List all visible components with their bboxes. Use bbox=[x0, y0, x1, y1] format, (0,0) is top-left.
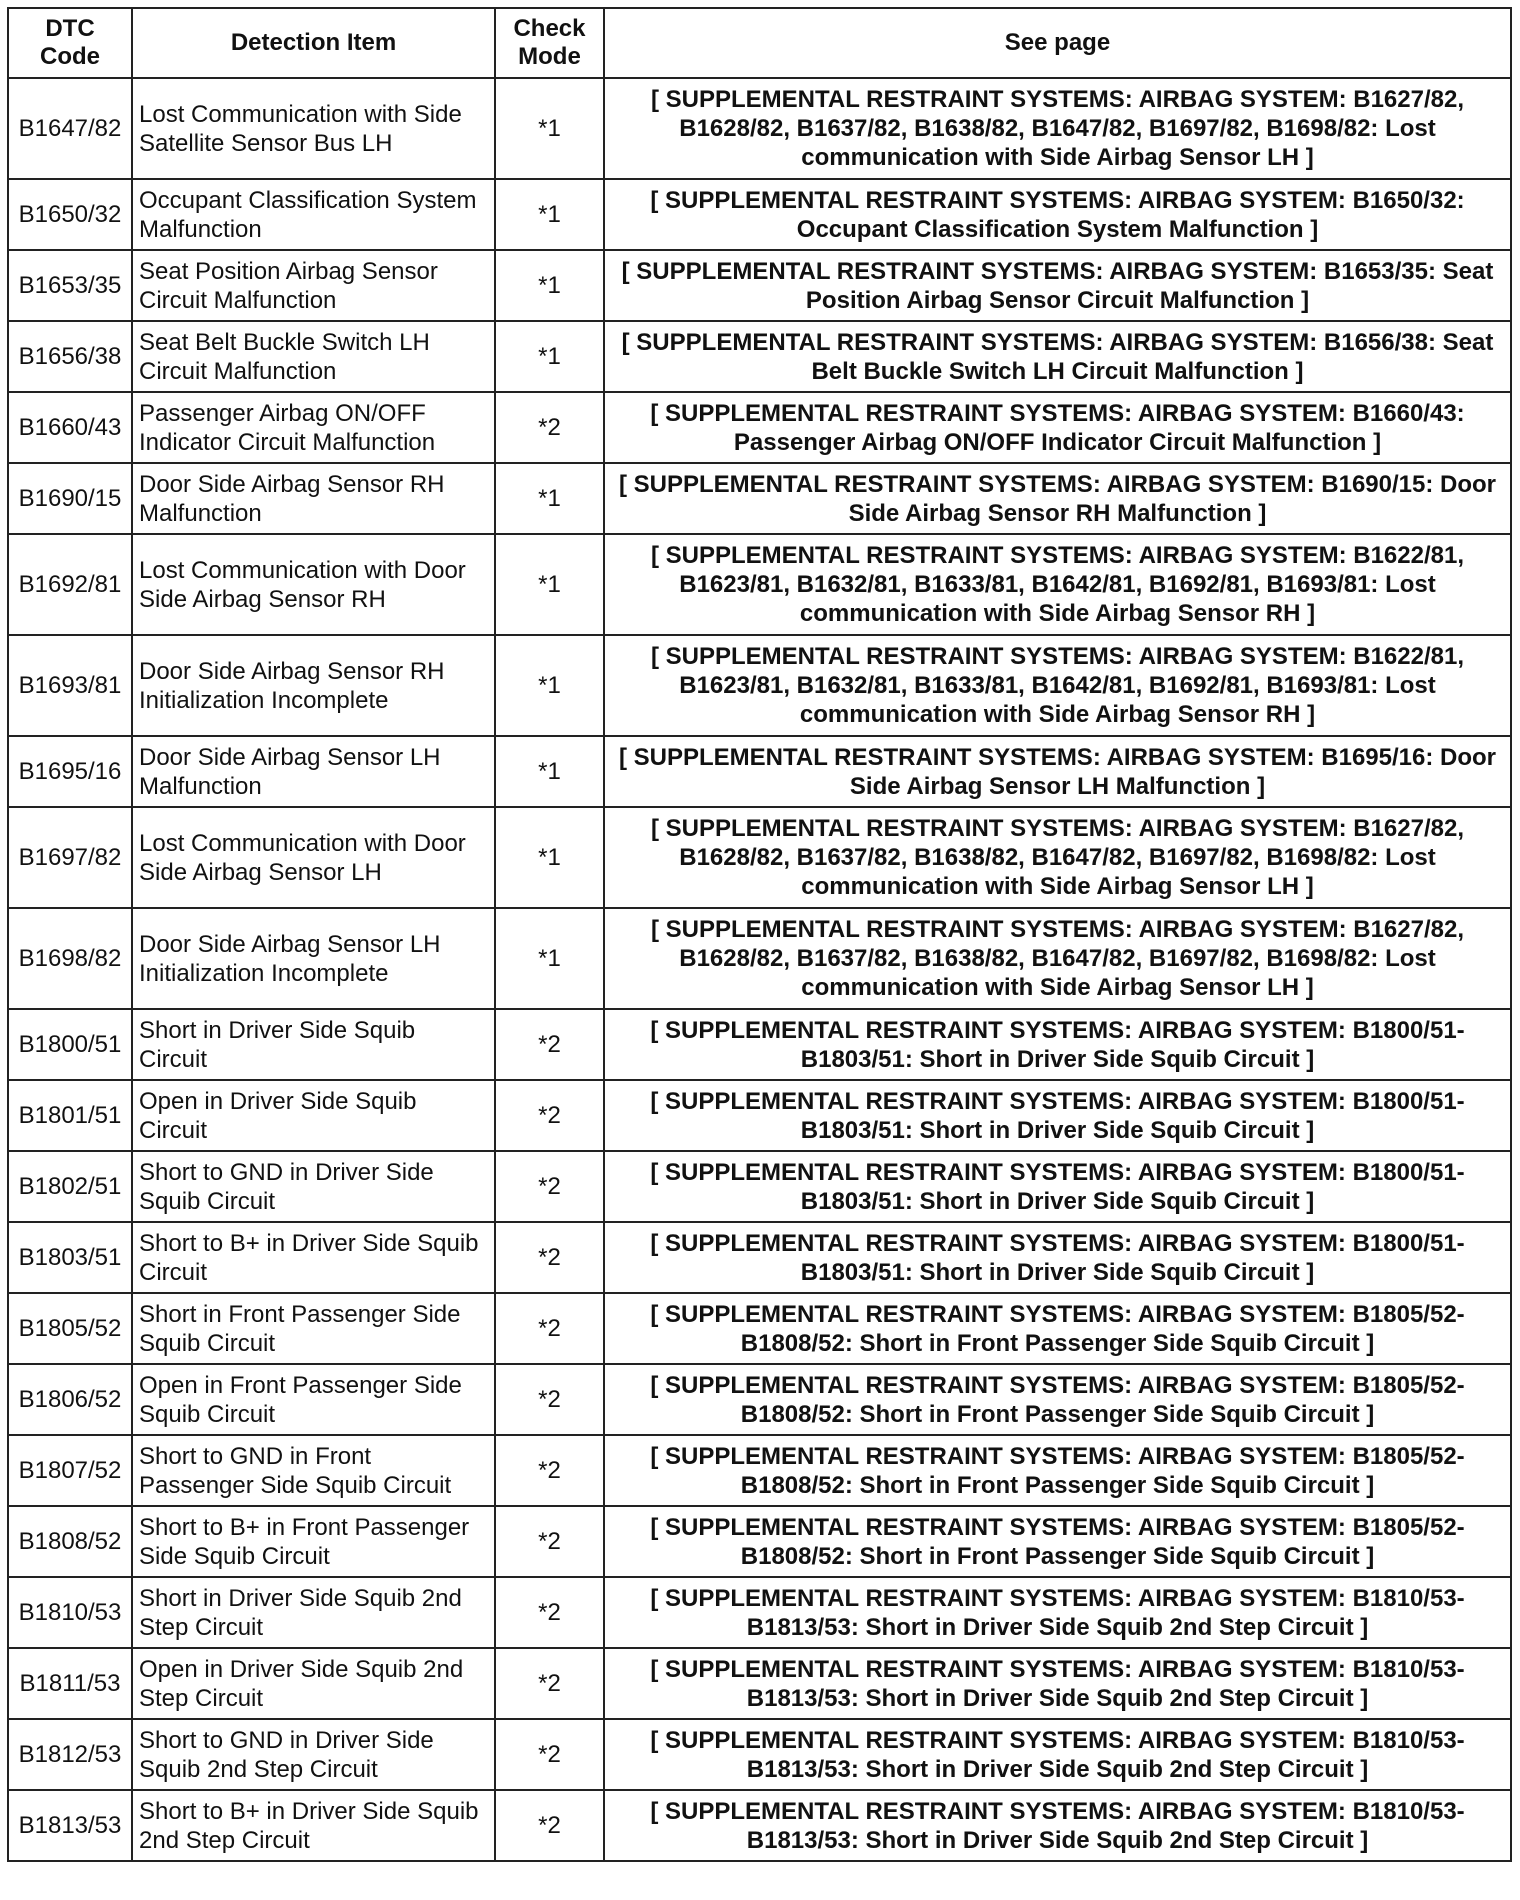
dtc-code-cell: B1813/53 bbox=[8, 1790, 132, 1861]
table-row bbox=[8, 78, 1511, 179]
dtc-table bbox=[7, 7, 1512, 1862]
detection-item-cell: Short in Driver Side Squib 2nd Step Circuit bbox=[132, 1577, 495, 1648]
see-page-link[interactable]: [ SUPPLEMENTAL RESTRAINT SYSTEMS: AIRBAG SYSTEM: B1622/81, B1623/81, B1632/81, B1633/81, B1642/81, B1692/81, B1693/81: Lost communication with Side Airbag Sensor RH ] bbox=[604, 635, 1511, 736]
check-mode-cell: *2 bbox=[495, 1222, 604, 1293]
see-page-link[interactable]: [ SUPPLEMENTAL RESTRAINT SYSTEMS: AIRBAG SYSTEM: B1800/51-B1803/51: Short in Driver Side Squib Circuit ] bbox=[604, 1222, 1511, 1293]
table-row bbox=[8, 392, 1511, 463]
check-mode-cell: *2 bbox=[495, 392, 604, 463]
check-mode-cell: *1 bbox=[495, 908, 604, 1009]
see-page-link[interactable]: [ SUPPLEMENTAL RESTRAINT SYSTEMS: AIRBAG SYSTEM: B1627/82, B1628/82, B1637/82, B1638/82, B1647/82, B1697/82, B1698/82: Lost communication with Side Airbag Sensor LH ] bbox=[604, 908, 1511, 1009]
check-mode-cell: *2 bbox=[495, 1151, 604, 1222]
see-page-link[interactable]: [ SUPPLEMENTAL RESTRAINT SYSTEMS: AIRBAG SYSTEM: B1810/53-B1813/53: Short in Driver Side Squib 2nd Step Circuit ] bbox=[604, 1719, 1511, 1790]
table-row bbox=[8, 321, 1511, 392]
header-check-mode: Check Mode bbox=[495, 8, 604, 78]
check-mode-cell: *1 bbox=[495, 463, 604, 534]
detection-item-cell: Short to B+ in Driver Side Squib Circuit bbox=[132, 1222, 495, 1293]
table-row bbox=[8, 1435, 1511, 1506]
dtc-code-cell: B1808/52 bbox=[8, 1506, 132, 1577]
dtc-code-cell: B1690/15 bbox=[8, 463, 132, 534]
dtc-code-cell: B1653/35 bbox=[8, 250, 132, 321]
detection-item-cell: Short to B+ in Driver Side Squib 2nd Step Circuit bbox=[132, 1790, 495, 1861]
check-mode-cell: *1 bbox=[495, 534, 604, 635]
detection-item-cell: Open in Front Passenger Side Squib Circuit bbox=[132, 1364, 495, 1435]
detection-item-cell: Door Side Airbag Sensor RH Initialization Incomplete bbox=[132, 635, 495, 736]
detection-item-cell: Short to GND in Driver Side Squib Circuit bbox=[132, 1151, 495, 1222]
detection-item-cell: Short to GND in Driver Side Squib 2nd Step Circuit bbox=[132, 1719, 495, 1790]
table-row bbox=[8, 1506, 1511, 1577]
header-row bbox=[8, 8, 1511, 78]
dtc-code-cell: B1801/51 bbox=[8, 1080, 132, 1151]
table-row bbox=[8, 1009, 1511, 1080]
see-page-link[interactable]: [ SUPPLEMENTAL RESTRAINT SYSTEMS: AIRBAG SYSTEM: B1810/53-B1813/53: Short in Driver Side Squib 2nd Step Circuit ] bbox=[604, 1648, 1511, 1719]
dtc-code-cell: B1802/51 bbox=[8, 1151, 132, 1222]
dtc-code-cell: B1660/43 bbox=[8, 392, 132, 463]
see-page-link[interactable]: [ SUPPLEMENTAL RESTRAINT SYSTEMS: AIRBAG SYSTEM: B1800/51-B1803/51: Short in Driver Side Squib Circuit ] bbox=[604, 1009, 1511, 1080]
check-mode-cell: *2 bbox=[495, 1790, 604, 1861]
table-row bbox=[8, 179, 1511, 250]
detection-item-cell: Door Side Airbag Sensor RH Malfunction bbox=[132, 463, 495, 534]
check-mode-cell: *2 bbox=[495, 1648, 604, 1719]
dtc-code-cell: B1692/81 bbox=[8, 534, 132, 635]
table-row bbox=[8, 463, 1511, 534]
see-page-link[interactable]: [ SUPPLEMENTAL RESTRAINT SYSTEMS: AIRBAG SYSTEM: B1627/82, B1628/82, B1637/82, B1638/82, B1647/82, B1697/82, B1698/82: Lost communication with Side Airbag Sensor LH ] bbox=[604, 78, 1511, 179]
check-mode-cell: *2 bbox=[495, 1009, 604, 1080]
detection-item-cell: Lost Communication with Door Side Airbag Sensor RH bbox=[132, 534, 495, 635]
detection-item-cell: Lost Communication with Side Satellite Sensor Bus LH bbox=[132, 78, 495, 179]
detection-item-cell: Door Side Airbag Sensor LH Initialization Incomplete bbox=[132, 908, 495, 1009]
see-page-link[interactable]: [ SUPPLEMENTAL RESTRAINT SYSTEMS: AIRBAG SYSTEM: B1660/43: Passenger Airbag ON/OFF Indicator Circuit Malfunction ] bbox=[604, 392, 1511, 463]
check-mode-cell: *2 bbox=[495, 1719, 604, 1790]
detection-item-cell: Passenger Airbag ON/OFF Indicator Circuit Malfunction bbox=[132, 392, 495, 463]
header-detection-item: Detection Item bbox=[132, 8, 495, 78]
dtc-code-cell: B1812/53 bbox=[8, 1719, 132, 1790]
header-see-page: See page bbox=[604, 8, 1511, 78]
table-row bbox=[8, 635, 1511, 736]
check-mode-cell: *1 bbox=[495, 78, 604, 179]
detection-item-cell: Seat Belt Buckle Switch LH Circuit Malfunction bbox=[132, 321, 495, 392]
dtc-code-cell: B1695/16 bbox=[8, 736, 132, 807]
see-page-link[interactable]: [ SUPPLEMENTAL RESTRAINT SYSTEMS: AIRBAG SYSTEM: B1810/53-B1813/53: Short in Driver Side Squib 2nd Step Circuit ] bbox=[604, 1790, 1511, 1861]
check-mode-cell: *1 bbox=[495, 736, 604, 807]
check-mode-cell: *1 bbox=[495, 321, 604, 392]
see-page-link[interactable]: [ SUPPLEMENTAL RESTRAINT SYSTEMS: AIRBAG SYSTEM: B1690/15: Door Side Airbag Sensor RH Malfunction ] bbox=[604, 463, 1511, 534]
dtc-code-cell: B1656/38 bbox=[8, 321, 132, 392]
check-mode-cell: *1 bbox=[495, 250, 604, 321]
detection-item-cell: Short to B+ in Front Passenger Side Squib Circuit bbox=[132, 1506, 495, 1577]
see-page-link[interactable]: [ SUPPLEMENTAL RESTRAINT SYSTEMS: AIRBAG SYSTEM: B1622/81, B1623/81, B1632/81, B1633/81, B1642/81, B1692/81, B1693/81: Lost communication with Side Airbag Sensor RH ] bbox=[604, 534, 1511, 635]
table-row bbox=[8, 1790, 1511, 1861]
detection-item-cell: Door Side Airbag Sensor LH Malfunction bbox=[132, 736, 495, 807]
see-page-link[interactable]: [ SUPPLEMENTAL RESTRAINT SYSTEMS: AIRBAG SYSTEM: B1805/52-B1808/52: Short in Front Passenger Side Squib Circuit ] bbox=[604, 1293, 1511, 1364]
check-mode-cell: *2 bbox=[495, 1577, 604, 1648]
dtc-code-cell: B1807/52 bbox=[8, 1435, 132, 1506]
table-row bbox=[8, 534, 1511, 635]
check-mode-cell: *2 bbox=[495, 1293, 604, 1364]
see-page-link[interactable]: [ SUPPLEMENTAL RESTRAINT SYSTEMS: AIRBAG SYSTEM: B1805/52-B1808/52: Short in Front Passenger Side Squib Circuit ] bbox=[604, 1435, 1511, 1506]
table-row bbox=[8, 1151, 1511, 1222]
dtc-code-cell: B1800/51 bbox=[8, 1009, 132, 1080]
see-page-link[interactable]: [ SUPPLEMENTAL RESTRAINT SYSTEMS: AIRBAG SYSTEM: B1650/32: Occupant Classification System Malfunction ] bbox=[604, 179, 1511, 250]
dtc-code-cell: B1805/52 bbox=[8, 1293, 132, 1364]
dtc-code-cell: B1806/52 bbox=[8, 1364, 132, 1435]
table-row bbox=[8, 1293, 1511, 1364]
dtc-code-cell: B1650/32 bbox=[8, 179, 132, 250]
detection-item-cell: Seat Position Airbag Sensor Circuit Malfunction bbox=[132, 250, 495, 321]
detection-item-cell: Open in Driver Side Squib 2nd Step Circuit bbox=[132, 1648, 495, 1719]
table-row bbox=[8, 250, 1511, 321]
dtc-code-cell: B1803/51 bbox=[8, 1222, 132, 1293]
see-page-link[interactable]: [ SUPPLEMENTAL RESTRAINT SYSTEMS: AIRBAG SYSTEM: B1805/52-B1808/52: Short in Front Passenger Side Squib Circuit ] bbox=[604, 1506, 1511, 1577]
detection-item-cell: Occupant Classification System Malfunction bbox=[132, 179, 495, 250]
table-row bbox=[8, 736, 1511, 807]
see-page-link[interactable]: [ SUPPLEMENTAL RESTRAINT SYSTEMS: AIRBAG SYSTEM: B1627/82, B1628/82, B1637/82, B1638/82, B1647/82, B1697/82, B1698/82: Lost communication with Side Airbag Sensor LH ] bbox=[604, 807, 1511, 908]
table-row bbox=[8, 1364, 1511, 1435]
check-mode-cell: *1 bbox=[495, 807, 604, 908]
see-page-link[interactable]: [ SUPPLEMENTAL RESTRAINT SYSTEMS: AIRBAG SYSTEM: B1805/52-B1808/52: Short in Front Passenger Side Squib Circuit ] bbox=[604, 1364, 1511, 1435]
table-row bbox=[8, 908, 1511, 1009]
dtc-code-cell: B1647/82 bbox=[8, 78, 132, 179]
see-page-link[interactable]: [ SUPPLEMENTAL RESTRAINT SYSTEMS: AIRBAG SYSTEM: B1653/35: Seat Position Airbag Sensor Circuit Malfunction ] bbox=[604, 250, 1511, 321]
dtc-code-cell: B1698/82 bbox=[8, 908, 132, 1009]
detection-item-cell: Open in Driver Side Squib Circuit bbox=[132, 1080, 495, 1151]
detection-item-cell: Short in Driver Side Squib Circuit bbox=[132, 1009, 495, 1080]
detection-item-cell: Lost Communication with Door Side Airbag Sensor LH bbox=[132, 807, 495, 908]
see-page-link[interactable]: [ SUPPLEMENTAL RESTRAINT SYSTEMS: AIRBAG SYSTEM: B1695/16: Door Side Airbag Sensor LH Malfunction ] bbox=[604, 736, 1511, 807]
dtc-code-cell: B1693/81 bbox=[8, 635, 132, 736]
see-page-link[interactable]: [ SUPPLEMENTAL RESTRAINT SYSTEMS: AIRBAG SYSTEM: B1810/53-B1813/53: Short in Driver Side Squib 2nd Step Circuit ] bbox=[604, 1577, 1511, 1648]
check-mode-cell: *2 bbox=[495, 1080, 604, 1151]
table-row bbox=[8, 1080, 1511, 1151]
detection-item-cell: Short in Front Passenger Side Squib Circuit bbox=[132, 1293, 495, 1364]
check-mode-cell: *1 bbox=[495, 179, 604, 250]
detection-item-cell: Short to GND in Front Passenger Side Squib Circuit bbox=[132, 1435, 495, 1506]
table-row bbox=[8, 1719, 1511, 1790]
check-mode-cell: *1 bbox=[495, 635, 604, 736]
table-row bbox=[8, 807, 1511, 908]
check-mode-cell: *2 bbox=[495, 1435, 604, 1506]
see-page-link[interactable]: [ SUPPLEMENTAL RESTRAINT SYSTEMS: AIRBAG SYSTEM: B1800/51-B1803/51: Short in Driver Side Squib Circuit ] bbox=[604, 1080, 1511, 1151]
see-page-link[interactable]: [ SUPPLEMENTAL RESTRAINT SYSTEMS: AIRBAG SYSTEM: B1800/51-B1803/51: Short in Driver Side Squib Circuit ] bbox=[604, 1151, 1511, 1222]
header-dtc-code: DTC Code bbox=[8, 8, 132, 78]
check-mode-cell: *2 bbox=[495, 1506, 604, 1577]
check-mode-cell: *2 bbox=[495, 1364, 604, 1435]
see-page-link[interactable]: [ SUPPLEMENTAL RESTRAINT SYSTEMS: AIRBAG SYSTEM: B1656/38: Seat Belt Buckle Switch LH Circuit Malfunction ] bbox=[604, 321, 1511, 392]
dtc-code-cell: B1810/53 bbox=[8, 1577, 132, 1648]
table-row bbox=[8, 1577, 1511, 1648]
dtc-code-cell: B1811/53 bbox=[8, 1648, 132, 1719]
dtc-code-cell: B1697/82 bbox=[8, 807, 132, 908]
table-row bbox=[8, 1222, 1511, 1293]
table-row bbox=[8, 1648, 1511, 1719]
